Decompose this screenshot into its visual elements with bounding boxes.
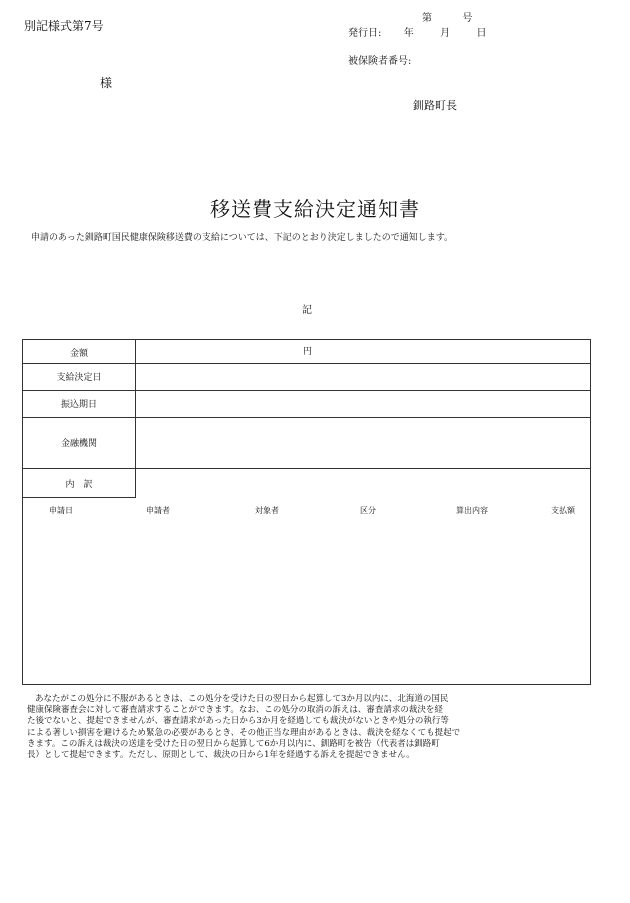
ki-marker: 記 — [302, 305, 312, 316]
appeal-notice — [27, 694, 527, 761]
doc-no-dai: 第 — [422, 13, 432, 24]
issue-month: 月 — [440, 28, 451, 39]
doc-no-go: 号 — [462, 13, 473, 24]
issue-date-label: 発行日: — [348, 28, 382, 39]
issuer-name: 釧路町長 — [413, 99, 457, 112]
decision-table — [22, 339, 591, 685]
col-calculation: 算出内容 — [456, 506, 488, 515]
breakdown-divider — [23, 497, 136, 498]
col-applicant: 申請者 — [146, 506, 170, 515]
row-divider — [23, 390, 590, 391]
transfer-date-label: 振込期日 — [60, 400, 97, 410]
breakdown-label: 内 訳 — [65, 480, 93, 490]
form-label: 別記様式第7号 — [24, 19, 104, 33]
document-number — [422, 9, 472, 24]
notice-line: あなたがこの処分に不服があるときは、この処分を受けた日の翌日から起算して3か月以内に、北海道の国民 — [35, 694, 449, 704]
notice-line: 長）として提起できます。ただし、原則として、裁決の日から1年を経過する訴えを提起できません。 — [27, 750, 415, 761]
notice-line: による著しい損害を避けるため緊急の必要があるとき、その他正当な理由があるときは、裁決を経なくても提起で — [27, 727, 461, 738]
issue-day: 日 — [476, 28, 487, 39]
notice-line: きます。この訴えは裁決の送達を受けた日の翌日から起算して6か月以内に、釧路町を被告（代表者は釧路町 — [27, 738, 440, 749]
notice-line: 健康保険審査会に対して審査請求することができます。なお、この処分の取消の訴えは、審査請求の裁決を経 — [27, 705, 443, 716]
document-title: 移送費支給決定通知書 — [210, 197, 420, 221]
col-category: 区分 — [360, 506, 376, 515]
row-divider — [23, 468, 590, 469]
amount-unit: 円 — [303, 347, 313, 357]
label-column-divider — [135, 340, 136, 497]
addressee-suffix: 様 — [100, 76, 113, 90]
row-divider — [23, 417, 590, 418]
issue-year: 年 — [403, 28, 414, 39]
row-divider — [23, 363, 590, 364]
bank-label: 金融機関 — [60, 439, 97, 449]
intro-text: 申請のあった釧路町国民健康保険移送費の支給については、下記のとおり決定しましたので通知します。 — [31, 233, 454, 243]
issue-date — [348, 24, 487, 39]
amount-label: 金額 — [69, 349, 88, 359]
col-subject: 対象者 — [255, 506, 279, 515]
insured-number-label: 被保険者番号: — [348, 56, 412, 67]
notice-line: た後でないと、提起できませんが、審査請求があった日から3か月を経過しても裁決がないときや処分の執行等 — [27, 716, 449, 727]
col-application-date: 申請日 — [49, 506, 73, 515]
col-payment-amount: 支払額 — [551, 506, 575, 515]
decision-date-label: 支給決定日 — [56, 373, 102, 383]
